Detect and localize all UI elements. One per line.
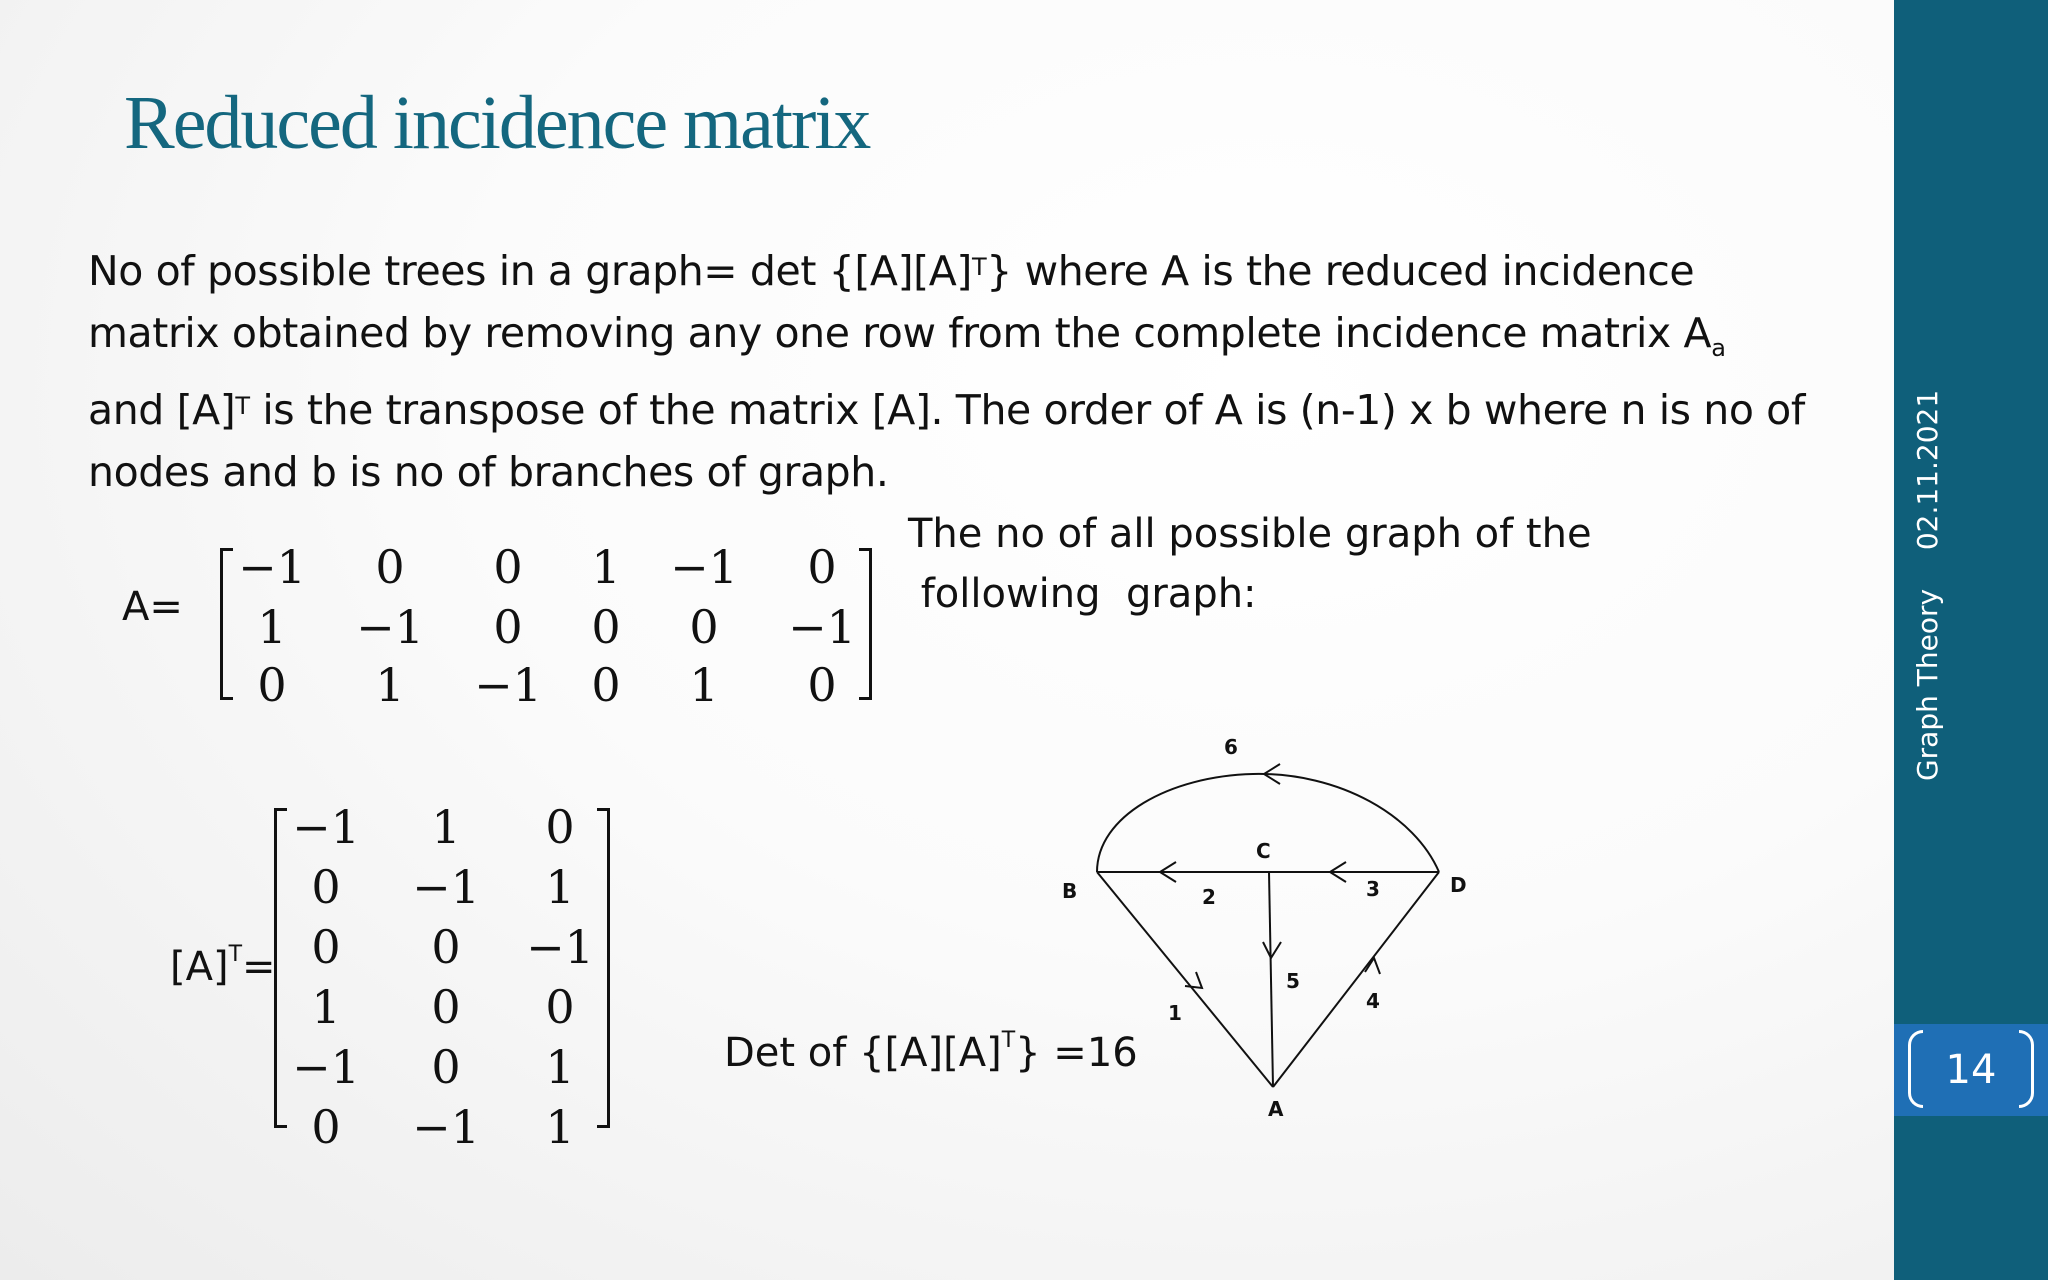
edge-label-1: 1 [1168,1001,1182,1025]
matrix-cell: 1 [689,658,719,712]
left-bracket [274,808,287,1128]
matrix-cell: 0 [257,658,287,712]
node-label-c: C [1256,839,1271,863]
superscript: T [235,392,250,421]
matrix-a [220,540,872,712]
matrix-cell: 1 [545,1040,575,1094]
arrow-5 [1263,942,1281,958]
matrix-cell: 0 [431,1040,461,1094]
node-label-b: B [1062,879,1078,903]
matrix-cell: 0 [431,980,461,1034]
left-bracket [220,548,233,700]
matrix-cell: 1 [311,980,341,1034]
slide-date: 02.11.2021 [1911,389,1944,551]
edge-5 [1269,872,1273,1087]
page-number: 14 [1945,1047,1997,1093]
matrix-cell: 0 [591,600,621,654]
matrix-cell: 0 [807,540,837,594]
edge-label-6: 6 [1224,735,1238,759]
arrow-1 [1185,972,1202,988]
edge-label-5: 5 [1286,969,1300,993]
matrix-cell: 1 [431,800,461,854]
matrix-cell: −1 [412,860,480,914]
right-bracket [859,548,872,700]
matrix-cell: 0 [493,540,523,594]
paragraph-text: No of possible trees in a graph= det {[A][A] [88,247,972,295]
graph-caption [908,504,1592,624]
subscript: a [1711,334,1726,363]
superscript: T [972,253,987,281]
node-label-d: D [1450,873,1467,897]
matrix-cell: −1 [356,600,424,654]
edge-label-4: 4 [1366,989,1380,1013]
edge-1 [1097,872,1273,1087]
matrix-cell: −1 [412,1100,480,1154]
paragraph-text: and [A] [88,386,236,435]
matrix-cell: 0 [591,658,621,712]
slide-title: Reduced incidence matrix [124,81,870,165]
body-paragraph [88,240,1808,503]
matrix-cell: 0 [545,980,575,1034]
matrix-cell: −1 [292,800,360,854]
matrix-a-label: A= [122,584,183,630]
edge-label-2: 2 [1202,885,1216,909]
matrix-cell: 0 [807,658,837,712]
matrix-cell: 1 [591,540,621,594]
edge-label-3: 3 [1366,877,1380,901]
matrix-cell: 0 [545,800,575,854]
graph-diagram [1040,720,1520,1130]
matrix-cell: 0 [493,600,523,654]
matrix-cell: 0 [431,920,461,974]
page-number-box [1894,1024,2048,1116]
matrix-cell: 1 [257,600,287,654]
matrix-cell: 1 [375,658,405,712]
node-label-a: A [1268,1097,1284,1121]
matrix-cell: 0 [311,860,341,914]
paragraph-text: } where A is the reduced incidence matrix obtained by removing any one row from the complete incidence matrix A [88,247,1712,357]
matrix-cell: 0 [311,1100,341,1154]
determinant-result: Det of $\{[A][A]^T\} =16$ [724,1028,1138,1076]
matrix-cell: −1 [526,920,594,974]
caption-line: The no of all possible graph of the [908,511,1592,557]
right-bracket [597,808,610,1128]
matrix-at-label: $[A]^T=$ [170,942,276,990]
matrix-cell: −1 [292,1040,360,1094]
slide-footer: Graph Theory [1911,588,1944,782]
matrix-cell: −1 [788,600,856,654]
matrix-cell: 0 [689,600,719,654]
paragraph-text: is the transpose of the matrix [A]. The order of A is (n-1) x b where n is no of nodes and b is no of branches of graph. [88,386,1805,497]
matrix-cell: −1 [670,540,738,594]
matrix-cell: 0 [375,540,405,594]
matrix-cell: −1 [238,540,306,594]
matrix-cell: 1 [545,1100,575,1154]
matrix-a-transpose [274,800,610,1154]
matrix-cell: −1 [474,658,542,712]
matrix-cell: 1 [545,860,575,914]
caption-line: following graph: [908,571,1257,617]
matrix-cell: 0 [311,920,341,974]
